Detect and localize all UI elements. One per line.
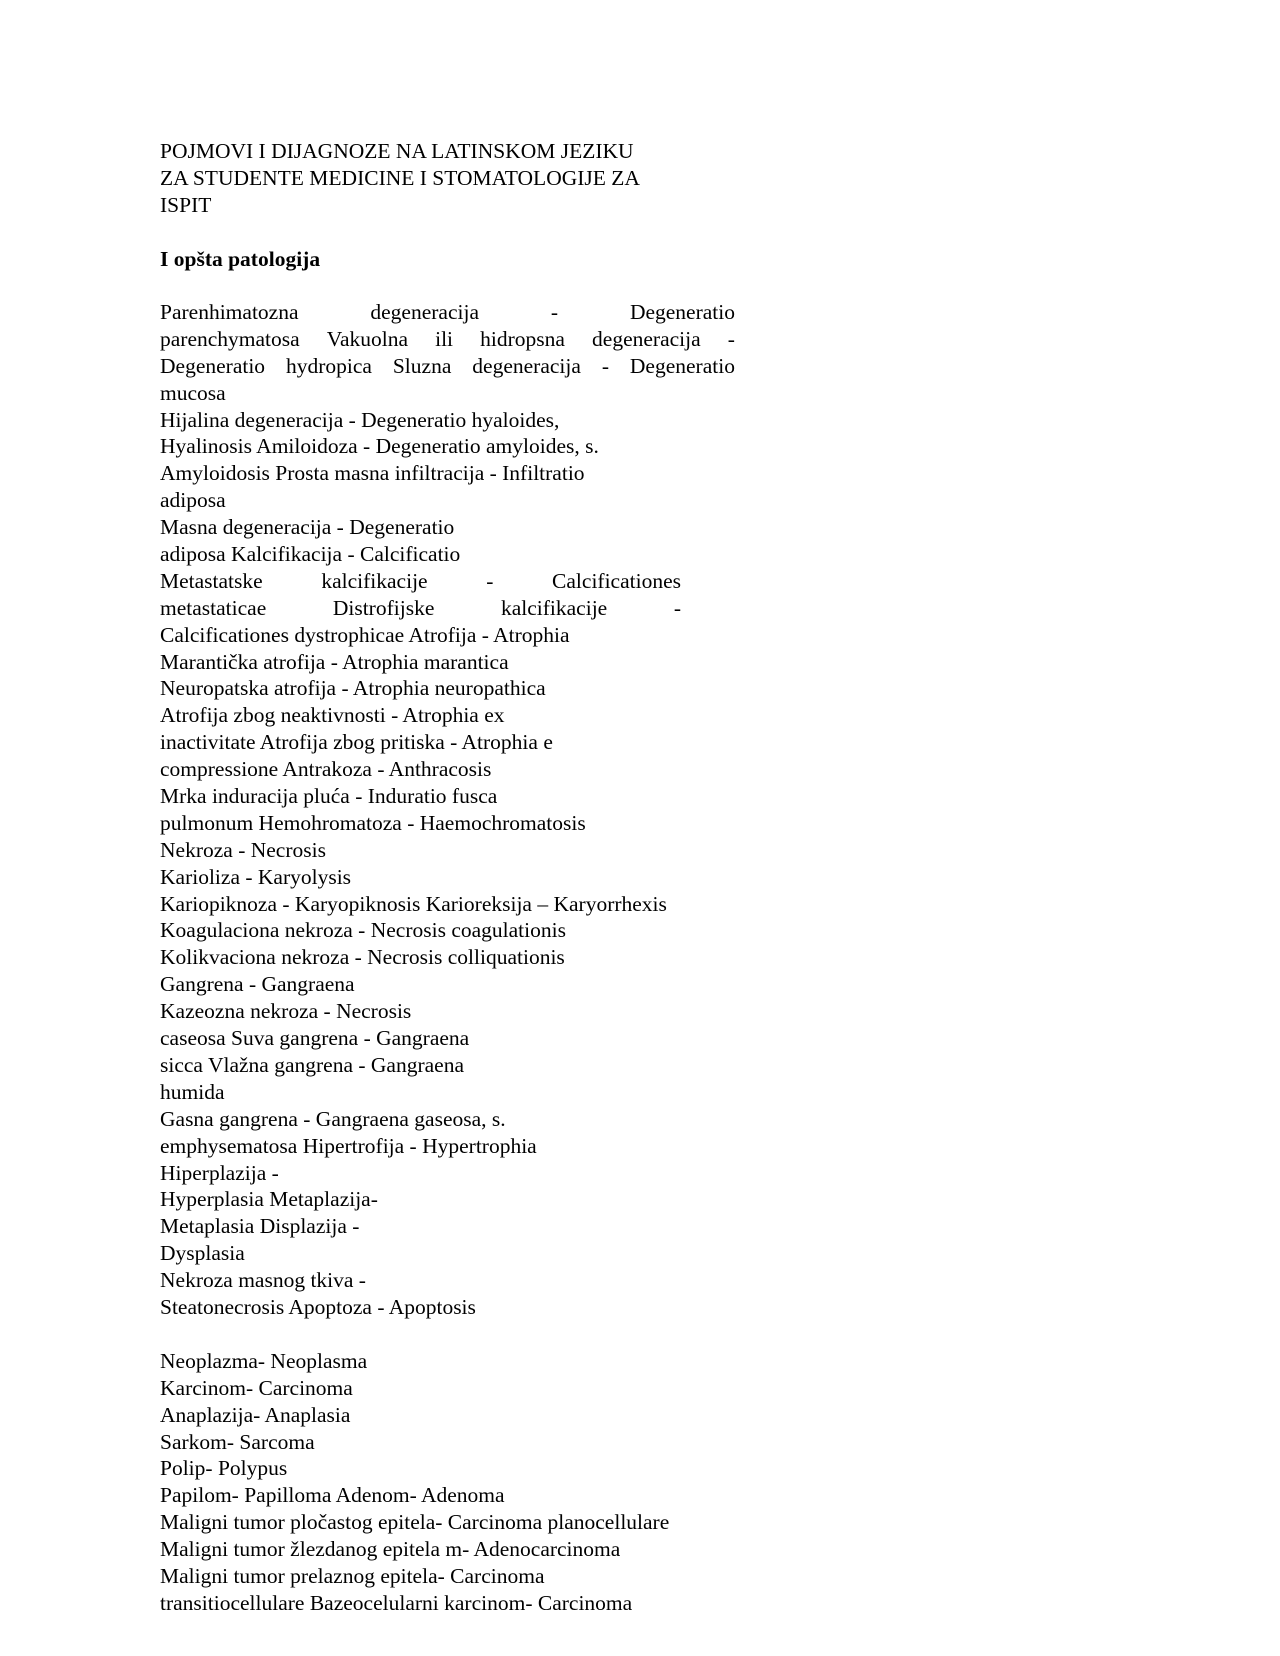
word: metastaticae	[160, 595, 267, 620]
text-line: Hiperplazija -	[160, 1160, 279, 1185]
text-line: Amyloidosis Prosta masna infiltracija - Infiltratio	[160, 461, 585, 486]
text-line: Hyperplasia Metaplazija-	[160, 1187, 378, 1212]
text-line: Polip- Polypus	[160, 1456, 288, 1481]
word: kalcifikacije	[500, 595, 608, 620]
word: Sluzna	[392, 353, 452, 378]
text-line	[160, 595, 681, 622]
word: Degeneratio	[160, 353, 266, 378]
title-line: ISPIT	[160, 193, 212, 217]
text-line: pulmonum Hemohromatoza - Haemochromatosis	[160, 810, 586, 835]
text-line: inactivitate Atrofija zbog pritiska - Atrophia e	[160, 730, 553, 755]
text-line: Sarkom- Sarcoma	[160, 1429, 315, 1454]
text-line: Hijalina degeneracija - Degeneratio hyaloides,	[160, 407, 560, 432]
text-line: Nekroza - Necrosis	[160, 837, 326, 862]
text-line: Kariopiknoza - Karyopiknosis Karioreksija – Karyorrhexis	[160, 891, 667, 916]
text-line: Kazeozna nekroza - Necrosis	[160, 999, 412, 1024]
section-heading: I opšta patologija	[160, 247, 321, 271]
text-line: adiposa	[160, 488, 226, 513]
document-body	[160, 138, 735, 1617]
text-line: Koagulaciona nekroza - Necrosis coagulationis	[160, 918, 566, 943]
text-line: Gasna gangrena - Gangraena gaseosa, s.	[160, 1106, 506, 1131]
word: Metastatske	[160, 568, 263, 593]
document-title	[160, 138, 735, 219]
word: degeneracija	[370, 300, 480, 324]
text-line: Papilom- Papilloma Adenom- Adenoma	[160, 1483, 505, 1508]
text-line: Anaplazija- Anaplasia	[160, 1402, 351, 1427]
text-line: Neoplazma- Neoplasma	[160, 1348, 368, 1373]
title-line: ZA STUDENTE MEDICINE I STOMATOLOGIJE ZA	[160, 166, 640, 190]
word: Distrofijske	[332, 595, 435, 620]
text-line: Karcinom- Carcinoma	[160, 1375, 353, 1400]
text-line: compressione Antrakoza - Anthracosis	[160, 757, 492, 782]
text-line: Maligni tumor prelaznog epitela- Carcinoma	[160, 1563, 545, 1588]
text-line	[160, 326, 735, 353]
text-line: Marantička atrofija - Atrophia marantica	[160, 649, 509, 674]
text-line: Neuropatska atrofija - Atrophia neuropathica	[160, 676, 546, 701]
title-line: POJMOVI I DIJAGNOZE NA LATINSKOM JEZIKU	[160, 139, 634, 163]
text-line	[160, 568, 681, 595]
text-line: Dysplasia	[160, 1241, 245, 1266]
text-line: Steatonecrosis Apoptoza - Apoptosis	[160, 1294, 476, 1319]
text-line: Maligni tumor žlezdanog epitela m- Adenocarcinoma	[160, 1537, 621, 1562]
text-line: transitiocellulare Bazeocelularni karcinom- Carcinoma	[160, 1590, 633, 1615]
word: Calcificationes	[552, 568, 681, 593]
word: Vakuolna	[326, 326, 408, 351]
text-line: Gangrena - Gangraena	[160, 972, 355, 997]
word: Degeneratio	[629, 300, 735, 324]
text-line: Nekroza masnog tkiva -	[160, 1268, 366, 1293]
word: hidropsna	[480, 326, 565, 351]
word: kalcifikacije	[321, 568, 428, 593]
text-line: humida	[160, 1079, 225, 1104]
paragraph-gap	[160, 1321, 735, 1348]
word: -	[550, 300, 559, 324]
word: hydropica	[285, 353, 372, 378]
text-line	[160, 353, 735, 380]
text-line: Karioliza - Karyolysis	[160, 864, 352, 889]
text-line: adiposa Kalcifikacija - Calcificatio	[160, 542, 461, 567]
text-line: Masna degeneracija - Degeneratio	[160, 515, 455, 540]
word: -	[727, 326, 735, 351]
text-line: caseosa Suva gangrena - Gangraena	[160, 1026, 470, 1051]
word: ili	[435, 326, 454, 351]
text-line: Hyalinosis Amiloidoza - Degeneratio amyloides, s.	[160, 434, 599, 459]
word: parenchymatosa	[160, 326, 300, 351]
paragraph-terms-general	[160, 299, 735, 1321]
word: Parenhimatozna	[160, 300, 299, 324]
paragraph-terms-neoplasms	[160, 1348, 735, 1617]
text-line	[160, 299, 735, 326]
text-line: Maligni tumor pločastog epitela- Carcinoma planocellulare	[160, 1510, 670, 1535]
text-line: Metaplasia Displazija -	[160, 1214, 360, 1239]
text-line: emphysematosa Hipertrofija - Hypertrophia	[160, 1133, 537, 1158]
text-line: mucosa	[160, 380, 226, 405]
text-line: sicca Vlažna gangrena - Gangraena	[160, 1052, 465, 1077]
word: degeneracija	[592, 326, 701, 351]
word: -	[673, 595, 681, 620]
word: -	[486, 568, 494, 593]
text-line: Calcificationes dystrophicae Atrofija - Atrophia	[160, 622, 570, 647]
word: degeneracija	[472, 353, 581, 378]
text-line: Atrofija zbog neaktivnosti - Atrophia ex	[160, 703, 505, 728]
text-line: Kolikvaciona nekroza - Necrosis colliquationis	[160, 945, 565, 970]
text-line: Mrka induracija pluća - Induratio fusca	[160, 784, 498, 809]
word: -	[601, 353, 609, 378]
word: Degeneratio	[629, 353, 735, 378]
